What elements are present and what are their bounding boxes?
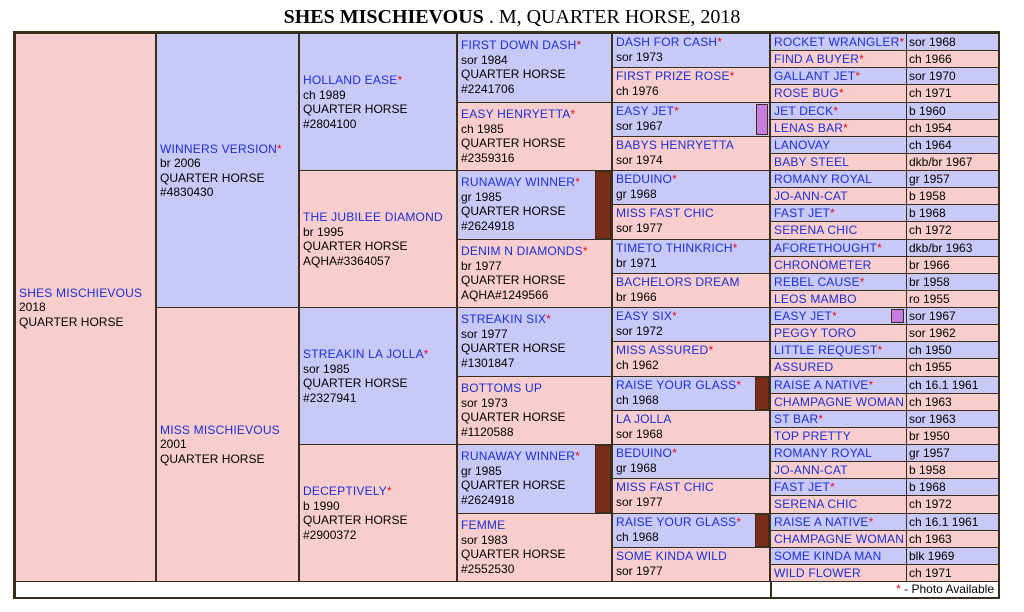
gen5-info-cell: ch 1966 [906,50,999,68]
gen5-info-cell: blk 1969 [906,547,999,565]
horse-detail-line: #4830430 [160,185,214,199]
photo-star: * [729,69,735,83]
horse-name-row [616,172,766,187]
horse-name-row [616,480,766,495]
photo-star: * [868,377,874,392]
horse-name-row [616,35,766,50]
horse-name-row [616,446,766,461]
horse-name-link[interactable]: BEDUINO [616,446,673,460]
horse-name-row [616,309,766,324]
horse-detail-line: ch 1968 [616,529,659,544]
horse-detail-line: #2327941 [303,390,357,405]
title-horse-name: SHES MISCHIEVOUS [283,6,484,28]
horse-name-link[interactable]: DECEPTIVELY [303,484,388,498]
gen2-dam-cell [299,170,457,308]
horse-detail-line: #2624918 [461,218,515,233]
horse-name-link[interactable]: RAISE YOUR GLASS [616,378,737,392]
horse-name-row [616,206,766,221]
horse-name-link[interactable]: JO-ANN-CAT [774,462,848,477]
horse-name-row [616,69,766,84]
gen5-info-cell: ch 1950 [906,341,999,359]
horse-detail-line: sor 1968 [616,426,663,441]
horse-detail-line: QUARTER HORSE [19,314,124,329]
gen5-info-cell: ro 1955 [906,290,999,308]
horse-name-link[interactable]: CHAMPAGNE WOMAN [774,394,905,409]
photo-star: * [717,35,722,49]
horse-name-link[interactable]: DENIM N DIAMONDS [461,244,583,258]
horse-name-link[interactable]: ROMANY ROYAL [774,171,872,186]
photo-star: * [877,240,882,255]
horse-name-row [303,210,453,225]
gen5-info-cell: ch 1971 [906,564,999,582]
horse-detail-line: ch 1968 [616,392,659,407]
gen1-dam-cell [156,307,299,582]
photo-star: * [838,86,844,101]
horse-name-link[interactable]: MISS FAST CHIC [616,480,714,494]
legend-text: - Photo Available [900,582,994,596]
photo-star: * [859,51,864,66]
photo-star: * [672,172,677,186]
horse-name-row [616,138,766,153]
horse-name-link[interactable]: EASY SIX [616,309,673,323]
horse-name-link[interactable]: ROCKET WRANGLER [774,34,900,49]
coat-color-swatch [595,445,611,513]
gen5-info-cell: sor 1967 [906,307,999,325]
gen5-dam-name-cell [770,290,907,308]
horse-name-link[interactable]: EASY JET [774,308,833,323]
coat-color-swatch [755,377,769,410]
horse-detail-line: QUARTER HORSE [461,273,566,287]
photo-star: * [546,312,551,326]
gen5-info-cell: br 1958 [906,273,999,291]
horse-detail-line: ch 1962 [616,357,659,372]
coat-color-swatch [756,104,768,135]
horse-name-link[interactable]: FAST JET [774,479,831,494]
horse-detail-line: QUARTER HORSE [303,102,408,116]
photo-star: * [868,514,874,529]
photo-star: * [736,378,742,392]
gen5-info-cell: ch 1963 [906,393,999,411]
horse-detail-line: QUARTER HORSE [160,170,265,185]
gen5-info-cell: ch 1955 [906,358,999,377]
horse-name-link[interactable]: AFORETHOUGHT [774,240,878,255]
gen5-info-cell: ch 1954 [906,119,999,137]
horse-name-link[interactable]: RAISE A NATIVE [774,377,869,392]
horse-detail-line: QUARTER HORSE [160,451,265,466]
gen3-sire-cell [457,33,612,103]
horse-name-link[interactable]: MISS FAST CHIC [616,206,714,220]
gen5-dam-name-cell [770,153,907,171]
horse-name-link[interactable]: RAISE A NATIVE [774,514,869,529]
gen4-sire-cell [612,444,770,479]
horse-detail-line: QUARTER HORSE [303,239,408,253]
horse-name-link[interactable]: RAISE YOUR GLASS [616,515,737,529]
gen3-dam-cell [457,239,612,308]
horse-name-link[interactable]: FIND A BUYER [774,51,860,66]
horse-name-row [616,378,766,393]
legend-star: * [896,582,901,596]
gen5-dam-name-cell [770,564,907,582]
horse-detail-line: QUARTER HORSE [461,341,566,355]
horse-name-row [616,241,766,256]
horse-detail-line: AQHA#1249566 [461,287,549,302]
horse-name-link[interactable]: REBEL CAUSE [774,274,860,289]
horse-detail-line: sor 1973 [616,49,663,64]
horse-detail-line: sor 1972 [616,323,663,338]
horse-name-link[interactable]: TIMETO THINKRICH [616,241,733,255]
photo-star: * [736,515,742,529]
photo-star: * [582,244,588,258]
photo-legend [771,581,999,598]
horse-detail-line: QUARTER HORSE [461,478,566,492]
horse-name-link[interactable]: ROMANY ROYAL [774,445,872,460]
gen5-dam-name-cell [770,530,907,548]
gen5-sire-name-cell [770,547,907,565]
photo-star: * [830,205,835,220]
gen5-dam-name-cell [770,187,907,205]
horse-detail-line: sor 1977 [616,563,663,578]
gen5-info-cell: dkb/br 1963 [906,239,999,257]
gen4-dam-cell [612,67,770,103]
photo-star: * [575,449,580,463]
gen5-info-cell: br 1966 [906,256,999,274]
gen4-sire-cell [612,33,770,68]
gen5-info-cell: ch 1972 [906,221,999,240]
gen4-dam-cell [612,341,770,377]
gen3-dam-cell [457,513,612,582]
photo-star: * [859,274,865,289]
gen5-info-cell: b 1968 [906,204,999,222]
horse-name-row [461,38,608,53]
horse-name-link[interactable]: BACHELORS DREAM [616,275,740,289]
horse-detail-line: br 1995 [303,224,344,239]
horse-name-row [461,244,608,259]
horse-name-link[interactable]: DASH FOR CASH [616,35,718,49]
horse-name-link[interactable]: SOME KINDA WILD [616,549,728,563]
horse-name-link[interactable]: CHRONOMETER [774,257,872,272]
horse-detail-line: b 1990 [303,498,340,513]
gen5-dam-name-cell [770,50,907,68]
horse-detail-line: sor 1983 [461,532,508,547]
horse-name-link[interactable]: HOLLAND EASE [303,73,398,87]
horse-detail-line: QUARTER HORSE [461,547,566,561]
horse-name-row [616,343,766,358]
horse-name-row [616,412,766,427]
horse-detail-line: br 2006 [160,156,201,170]
gen2-sire-cell [299,307,457,445]
gen5-sire-name-cell [770,204,907,222]
gen5-sire-name-cell [770,273,907,291]
gen5-sire-name-cell [770,239,907,257]
gen5-info-cell: b 1958 [906,461,999,479]
gen4-dam-cell [612,410,770,445]
horse-name-link[interactable]: STREAKIN LA JOLLA [303,347,424,361]
horse-name-link[interactable]: RUNAWAY WINNER [461,449,576,463]
horse-detail-line: gr 1968 [616,186,657,201]
gen5-sire-name-cell [770,102,907,120]
photo-star: * [818,411,823,426]
horse-name-row [461,312,608,327]
photo-star: * [397,73,403,87]
horse-name-row [461,449,608,464]
horse-name-link[interactable]: JET DECK [774,103,834,118]
horse-detail-line: sor 1973 [461,395,508,410]
gen4-sire-cell [612,376,770,411]
gen5-sire-name-cell [770,67,907,85]
photo-star: * [575,175,580,189]
gen4-dam-cell [612,547,770,582]
gen5-info-cell: b 1958 [906,187,999,205]
horse-name-row [616,104,766,119]
horse-name-link[interactable]: FIRST PRIZE ROSE [616,69,730,83]
photo-star: * [576,38,582,52]
gen4-dam-cell [612,204,770,240]
gen3-dam-cell [457,376,612,445]
horse-detail-line: 2001 [160,437,187,452]
gen5-info-cell: b 1968 [906,478,999,496]
horse-name-link[interactable]: STREAKIN SIX [461,312,547,326]
photo-star: * [570,107,576,121]
horse-detail-line: br 1977 [461,258,502,273]
horse-name-link[interactable]: EASY JET [616,104,675,118]
horse-name-row [461,175,608,190]
title-details: . M, QUARTER HORSE, 2018 [483,6,741,28]
photo-star: * [830,479,835,494]
horse-detail-line: QUARTER HORSE [303,376,408,390]
horse-detail-line: #2359316 [461,150,515,165]
photo-star: * [708,343,714,357]
horse-name-link[interactable]: JO-ANN-CAT [774,188,848,203]
horse-name-link[interactable]: BEDUINO [616,172,673,186]
horse-name-link[interactable]: FIRST DOWN DASH [461,38,577,52]
horse-name-link[interactable]: ST BAR [774,411,819,426]
horse-name-link[interactable]: SOME KINDA MAN [774,548,882,563]
horse-name-row [160,142,295,157]
horse-name-link[interactable]: ROSE BUG [774,86,839,101]
horse-detail-line: sor 1967 [616,118,663,133]
gen5-sire-name-cell [770,376,907,394]
horse-name-link[interactable]: EASY HENRYETTA [461,107,571,121]
horse-detail-line: #2624918 [461,492,515,507]
horse-name-link[interactable]: MISS ASSURED [616,343,709,357]
gen5-dam-name-cell [770,393,907,411]
gen5-dam-name-cell [770,324,907,342]
horse-name-link[interactable]: THE JUBILEE DIAMOND [303,210,443,224]
horse-detail-line: gr 1985 [461,189,502,204]
horse-name-link[interactable]: SHES MISCHIEVOUS [19,285,143,300]
gen4-sire-cell [612,239,770,274]
horse-detail-line: QUARTER HORSE [461,136,566,150]
gen4-sire-cell [612,170,770,205]
gen5-dam-name-cell [770,256,907,274]
gen5-info-cell: br 1950 [906,427,999,445]
gen5-sire-name-cell [770,478,907,496]
coat-color-swatch [595,171,611,239]
horse-name-link[interactable]: LITTLE REQUEST [774,342,878,357]
horse-name-row [160,423,295,438]
gen5-sire-name-cell [770,307,907,325]
gen5-dam-name-cell [770,358,907,377]
coat-color-swatch [755,514,769,547]
gen4-sire-cell [612,102,770,137]
gen5-info-cell: sor 1962 [906,324,999,342]
photo-star: * [855,68,861,83]
horse-name-link[interactable]: BOTTOMS UP [461,381,543,395]
photo-star: * [899,34,905,49]
gen4-dam-cell [612,478,770,514]
horse-name-link[interactable]: CHAMPAGNE WOMAN [774,531,905,546]
gen5-sire-name-cell [770,136,907,154]
gen5-info-cell: ch 1972 [906,495,999,514]
gen5-info-cell: ch 1964 [906,136,999,154]
footer-blank-cell [15,581,771,598]
horse-detail-line: sor 1977 [616,494,663,509]
horse-name-row [461,107,608,122]
horse-detail-line: QUARTER HORSE [303,513,408,527]
coat-color-swatch [891,309,904,323]
gen5-dam-name-cell [770,461,907,479]
gen4-sire-cell [612,307,770,342]
photo-star: * [674,104,679,118]
horse-detail-line: sor 1977 [461,326,508,341]
horse-name-row [616,515,766,530]
photo-star: * [672,446,677,460]
horse-detail-line: QUARTER HORSE [461,410,566,424]
page-title [0,6,1024,29]
horse-name-row [19,286,152,301]
gen5-info-cell: ch 1971 [906,84,999,103]
gen5-sire-name-cell [770,513,907,531]
horse-detail-line: gr 1985 [461,463,502,478]
gen5-info-cell: ch 1963 [906,530,999,548]
gen3-sire-cell [457,170,612,240]
gen5-info-cell: ch 16.1 1961 [906,376,999,394]
photo-star: * [387,484,392,498]
horse-detail-line: br 1971 [616,255,657,270]
horse-name-link[interactable]: SERENA CHIC [774,223,858,238]
gen3-dam-cell [457,102,612,171]
gen5-info-cell: sor 1968 [906,33,999,51]
horse-name-link[interactable]: TOP PRETTY [774,428,851,443]
horse-detail-line: QUARTER HORSE [461,67,566,81]
horse-name-row [461,518,608,533]
gen5-info-cell: sor 1963 [906,410,999,428]
horse-name-link[interactable]: LEOS MAMBO [774,291,857,306]
photo-star: * [843,120,848,135]
gen5-info-cell: ch 16.1 1961 [906,513,999,531]
horse-detail-line: #2241706 [461,81,515,96]
horse-detail-line: sor 1984 [461,52,508,67]
gen3-sire-cell [457,307,612,377]
gen5-info-cell: b 1960 [906,102,999,120]
horse-name-link[interactable]: WINNERS VERSION [160,141,278,156]
gen4-dam-cell [612,136,770,171]
gen5-info-cell: sor 1970 [906,67,999,85]
gen5-sire-name-cell [770,170,907,188]
gen2-dam-cell [299,444,457,582]
gen5-sire-name-cell [770,33,907,51]
photo-star: * [732,241,738,255]
horse-name-link[interactable]: FEMME [461,518,506,532]
horse-detail-line: #1120588 [461,424,514,439]
subject-horse-cell [15,33,156,582]
horse-name-link[interactable]: FAST JET [774,205,831,220]
gen3-sire-cell [457,444,612,514]
gen5-info-cell: gr 1957 [906,444,999,462]
horse-detail-line: br 1966 [616,289,657,304]
horse-name-row [303,73,453,88]
horse-name-row [616,549,766,564]
gen4-dam-cell [612,273,770,308]
gen1-sire-cell [156,33,299,308]
gen5-sire-name-cell [770,444,907,462]
gen5-sire-name-cell [770,341,907,359]
horse-name-link[interactable]: LENAS BAR [774,120,844,135]
horse-detail-line: QUARTER HORSE [461,204,566,218]
photo-star: * [423,347,429,361]
horse-name-link[interactable]: MISS MISCHIEVOUS [160,422,280,437]
gen2-sire-cell [299,33,457,171]
horse-name-link[interactable]: BABYS HENRYETTA [616,138,734,152]
horse-detail-line: sor 1974 [616,152,663,167]
horse-name-link[interactable]: RUNAWAY WINNER [461,175,576,189]
horse-detail-line: ch 1976 [616,83,659,98]
photo-star: * [277,141,282,156]
gen5-dam-name-cell [770,119,907,137]
gen5-sire-name-cell [770,410,907,428]
photo-star: * [877,342,883,357]
horse-name-link[interactable]: SERENA CHIC [774,497,858,512]
horse-name-link[interactable]: LANOVAY [774,137,831,152]
horse-detail-line: #2552530 [461,561,515,576]
gen5-dam-name-cell [770,84,907,103]
horse-detail-line: gr 1968 [616,460,657,475]
photo-star: * [672,309,677,323]
horse-detail-line: #2900372 [303,527,357,542]
horse-detail-line: ch 1985 [461,121,504,136]
horse-name-row [303,484,453,499]
horse-name-link[interactable]: BABY STEEL [774,154,850,169]
horse-name-link[interactable]: LA JOLLA [616,412,672,426]
gen5-dam-name-cell [770,221,907,240]
horse-detail-line: ch 1989 [303,87,346,102]
gen5-info-cell: dkb/br 1967 [906,153,999,171]
gen4-sire-cell [612,513,770,548]
gen5-info-cell: gr 1957 [906,170,999,188]
horse-detail-line: sor 1977 [616,220,663,235]
horse-name-row [461,381,608,396]
horse-detail-line: 2018 [19,300,46,315]
gen5-dam-name-cell [770,495,907,514]
horse-detail-line: #1301847 [461,355,515,370]
horse-name-row [303,347,453,362]
gen5-dam-name-cell [770,427,907,445]
horse-name-link[interactable]: GALLANT JET [774,68,856,83]
horse-name-link[interactable]: WILD FLOWER [774,565,861,580]
horse-name-link[interactable]: ASSURED [774,360,834,375]
horse-detail-line: AQHA#3364057 [303,253,391,268]
horse-detail-line: sor 1985 [303,361,350,376]
horse-detail-line: #2804100 [303,116,357,131]
photo-star: * [833,103,839,118]
horse-name-row [616,275,766,290]
horse-name-link[interactable]: PEGGY TORO [774,325,857,340]
photo-star: * [832,308,837,323]
